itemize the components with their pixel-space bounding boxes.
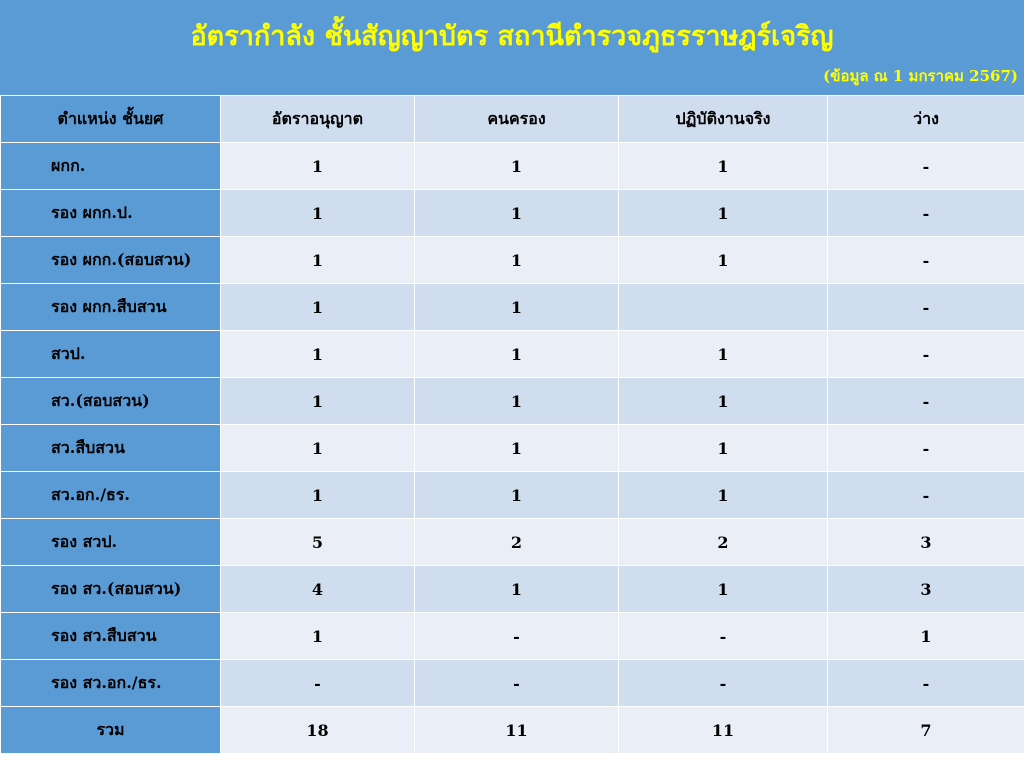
- vacant-cell: -: [828, 425, 1024, 472]
- table-row: [1, 143, 1024, 190]
- col-header-actual: ปฏิบัติงานจริง: [619, 96, 828, 143]
- col-header-vacant: ว่าง: [828, 96, 1024, 143]
- actual-cell: -: [619, 613, 828, 660]
- vacant-cell: -: [828, 284, 1024, 331]
- vacant-cell: -: [828, 190, 1024, 237]
- actual-cell: 1: [619, 378, 828, 425]
- position-cell: สว.สืบสวน: [1, 425, 221, 472]
- position-cell: รอง ผกก.ป.: [1, 190, 221, 237]
- total-label: รวม: [1, 707, 221, 754]
- actual-cell: 2: [619, 519, 828, 566]
- col-header-occupied: คนครอง: [415, 96, 619, 143]
- table-row: [1, 190, 1024, 237]
- table-row: [1, 472, 1024, 519]
- occupied-cell: 1: [415, 143, 619, 190]
- occupied-cell: 1: [415, 331, 619, 378]
- vacant-cell: -: [828, 378, 1024, 425]
- staffing-table: [0, 95, 1024, 754]
- authorized-cell: 5: [221, 519, 415, 566]
- occupied-cell: 2: [415, 519, 619, 566]
- col-header-position: ตำแหน่ง ชั้นยศ: [1, 96, 221, 143]
- vacant-cell: -: [828, 331, 1024, 378]
- authorized-cell: 4: [221, 566, 415, 613]
- header-banner: [0, 0, 1024, 95]
- table-row: [1, 613, 1024, 660]
- total-authorized-cell: 18: [221, 707, 415, 754]
- table-row: [1, 284, 1024, 331]
- occupied-cell: -: [415, 660, 619, 707]
- position-cell: สว.(สอบสวน): [1, 378, 221, 425]
- occupied-cell: 1: [415, 190, 619, 237]
- data-date-note: (ข้อมูล ณ 1 มกราคม 2567): [823, 67, 1018, 85]
- table-row: [1, 660, 1024, 707]
- occupied-cell: 1: [415, 378, 619, 425]
- actual-cell: 1: [619, 143, 828, 190]
- position-cell: สวป.: [1, 331, 221, 378]
- authorized-cell: 1: [221, 190, 415, 237]
- authorized-cell: 1: [221, 237, 415, 284]
- authorized-cell: 1: [221, 425, 415, 472]
- authorized-cell: 1: [221, 613, 415, 660]
- vacant-cell: 3: [828, 519, 1024, 566]
- position-cell: รอง ผกก.สืบสวน: [1, 284, 221, 331]
- vacant-cell: 3: [828, 566, 1024, 613]
- table-row: [1, 237, 1024, 284]
- authorized-cell: -: [221, 660, 415, 707]
- position-cell: ผกก.: [1, 143, 221, 190]
- table-row: [1, 331, 1024, 378]
- col-header-authorized: อัตราอนุญาต: [221, 96, 415, 143]
- occupied-cell: 1: [415, 425, 619, 472]
- occupied-cell: 1: [415, 237, 619, 284]
- position-cell: สว.อก./ธร.: [1, 472, 221, 519]
- position-cell: รอง สว.(สอบสวน): [1, 566, 221, 613]
- actual-cell: [619, 284, 828, 331]
- position-cell: รอง ผกก.(สอบสวน): [1, 237, 221, 284]
- actual-cell: 1: [619, 425, 828, 472]
- table-row: [1, 519, 1024, 566]
- total-occupied-cell: 11: [415, 707, 619, 754]
- table-header-row: [1, 96, 1024, 143]
- actual-cell: 1: [619, 190, 828, 237]
- occupied-cell: -: [415, 613, 619, 660]
- authorized-cell: 1: [221, 284, 415, 331]
- page-title: อัตรากำลัง ชั้นสัญญาบัตร สถานีตำรวจภูธรราษฎร์เจริญ: [190, 21, 834, 52]
- actual-cell: 1: [619, 472, 828, 519]
- position-cell: รอง สว.อก./ธร.: [1, 660, 221, 707]
- occupied-cell: 1: [415, 566, 619, 613]
- authorized-cell: 1: [221, 472, 415, 519]
- actual-cell: -: [619, 660, 828, 707]
- actual-cell: 1: [619, 237, 828, 284]
- vacant-cell: -: [828, 143, 1024, 190]
- table-row: [1, 566, 1024, 613]
- vacant-cell: 1: [828, 613, 1024, 660]
- total-vacant-cell: 7: [828, 707, 1024, 754]
- occupied-cell: 1: [415, 472, 619, 519]
- table-row: [1, 378, 1024, 425]
- authorized-cell: 1: [221, 143, 415, 190]
- vacant-cell: -: [828, 472, 1024, 519]
- table-row: [1, 425, 1024, 472]
- position-cell: รอง สวป.: [1, 519, 221, 566]
- position-cell: รอง สว.สืบสวน: [1, 613, 221, 660]
- vacant-cell: -: [828, 237, 1024, 284]
- actual-cell: 1: [619, 331, 828, 378]
- vacant-cell: -: [828, 660, 1024, 707]
- total-actual-cell: 11: [619, 707, 828, 754]
- authorized-cell: 1: [221, 331, 415, 378]
- occupied-cell: 1: [415, 284, 619, 331]
- authorized-cell: 1: [221, 378, 415, 425]
- actual-cell: 1: [619, 566, 828, 613]
- total-row: [1, 707, 1024, 754]
